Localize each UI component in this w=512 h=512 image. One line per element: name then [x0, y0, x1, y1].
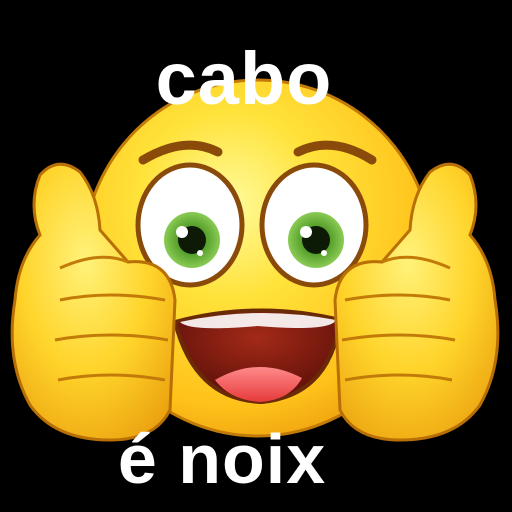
- bottom-caption: é noix: [117, 420, 327, 498]
- top-caption: cabo: [155, 37, 333, 120]
